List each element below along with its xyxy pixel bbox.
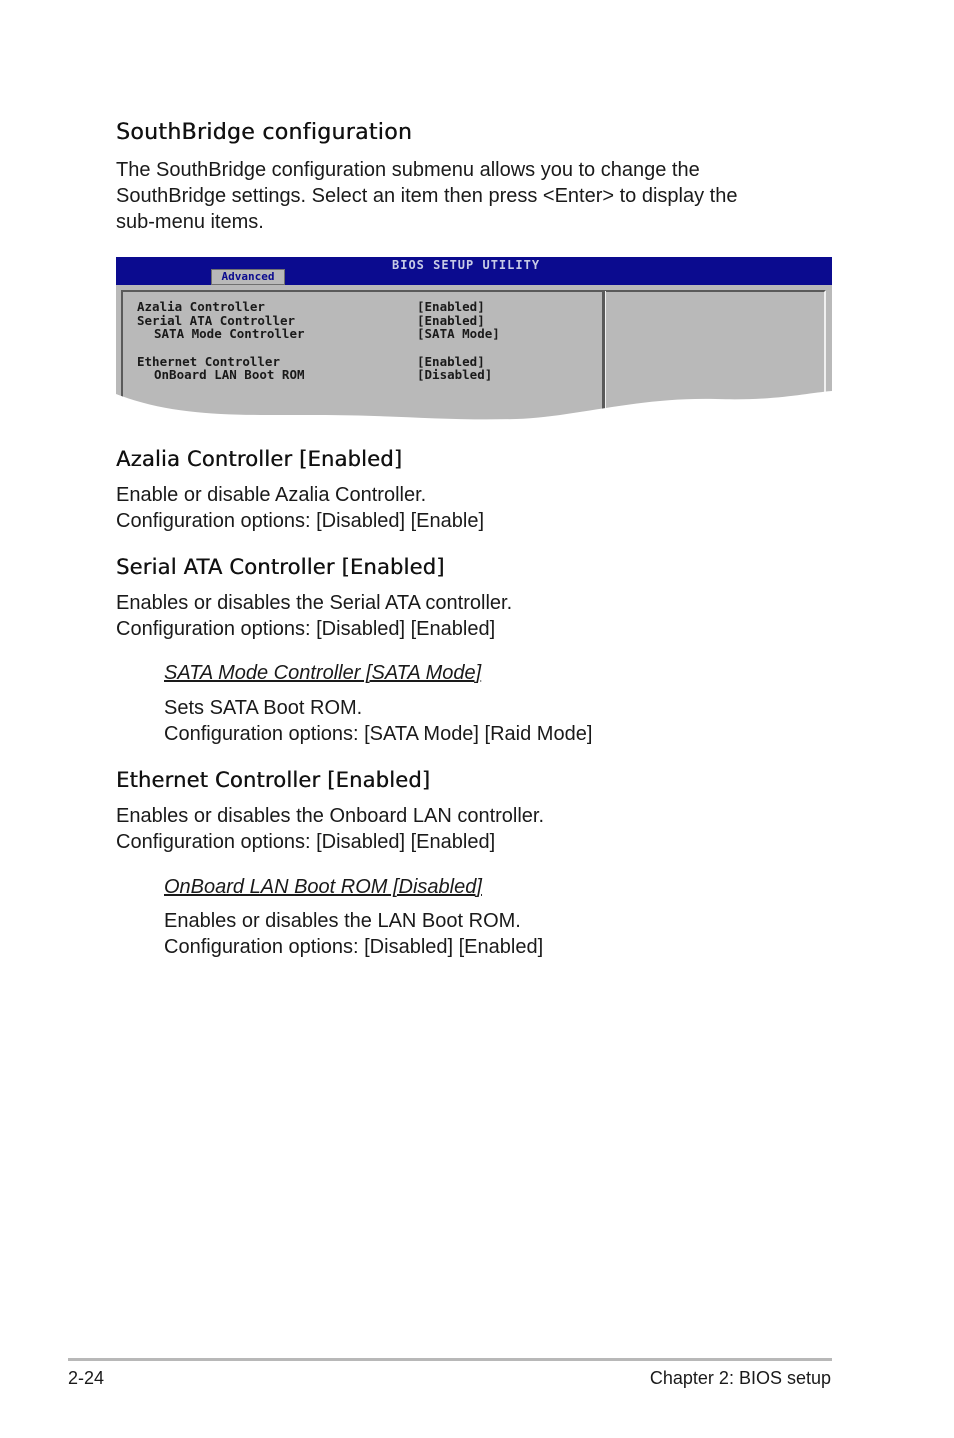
bios-screenshot xyxy=(116,257,832,422)
footer-rule xyxy=(68,1358,832,1361)
bios-item-label: Ethernet Controller xyxy=(137,354,280,369)
bios-item-value: [Enabled] xyxy=(417,313,485,328)
bios-item-label: Azalia Controller xyxy=(137,299,265,314)
bios-item-label: SATA Mode Controller xyxy=(154,326,305,341)
bios-tab-advanced: Advanced xyxy=(211,269,285,285)
sata-mode-description xyxy=(164,695,592,747)
bios-item-value: [SATA Mode] xyxy=(417,326,500,341)
sata-mode-subheading: SATA Mode Controller [SATA Mode] xyxy=(164,662,482,684)
azalia-heading: Azalia Controller [Enabled] xyxy=(116,447,403,471)
sata-line: Enables or disables the Serial ATA controller. xyxy=(116,592,513,614)
bios-item-value: [Enabled] xyxy=(417,299,485,314)
bios-item-value: [Disabled] xyxy=(417,367,493,382)
intro-line: SouthBridge settings. Select an item then press <Enter> to display the xyxy=(116,185,738,207)
azalia-description xyxy=(116,482,484,534)
sata-mode-options: Configuration options: [SATA Mode] [Raid Mode] xyxy=(164,723,593,745)
lan-boot-rom-options: Configuration options: [Disabled] [Enabled] xyxy=(164,936,544,958)
sata-mode-line: Sets SATA Boot ROM. xyxy=(164,697,363,719)
azalia-options: Configuration options: [Disabled] [Enable] xyxy=(116,510,485,532)
chapter-label: Chapter 2: BIOS setup xyxy=(649,1368,831,1388)
ethernet-heading: Ethernet Controller [Enabled] xyxy=(116,768,431,792)
ethernet-options: Configuration options: [Disabled] [Enabled] xyxy=(116,831,496,853)
bios-header xyxy=(116,257,832,285)
azalia-line: Enable or disable Azalia Controller. xyxy=(116,484,427,506)
lan-boot-rom-line: Enables or disables the LAN Boot ROM. xyxy=(164,910,521,932)
page-number: 2-24 xyxy=(68,1368,105,1388)
sata-heading: Serial ATA Controller [Enabled] xyxy=(116,555,445,579)
section-title: SouthBridge configuration xyxy=(116,120,413,145)
ethernet-line: Enables or disables the Onboard LAN controller. xyxy=(116,805,545,827)
bios-item-label: OnBoard LAN Boot ROM xyxy=(154,367,305,382)
bios-title: BIOS SETUP UTILITY xyxy=(392,258,541,272)
ethernet-description xyxy=(116,803,544,855)
torn-edge xyxy=(116,387,832,422)
lan-boot-rom-subheading: OnBoard LAN Boot ROM [Disabled] xyxy=(164,876,482,898)
intro-line: sub-menu items. xyxy=(116,211,264,233)
sata-options: Configuration options: [Disabled] [Enabled] xyxy=(116,618,496,640)
sata-description xyxy=(116,590,512,642)
lan-boot-rom-description xyxy=(164,908,543,960)
bios-item-value: [Enabled] xyxy=(417,354,485,369)
intro-line: The SouthBridge configuration submenu allows you to change the xyxy=(116,159,700,181)
bios-item-label: Serial ATA Controller xyxy=(137,313,296,328)
intro-paragraph xyxy=(116,157,737,235)
